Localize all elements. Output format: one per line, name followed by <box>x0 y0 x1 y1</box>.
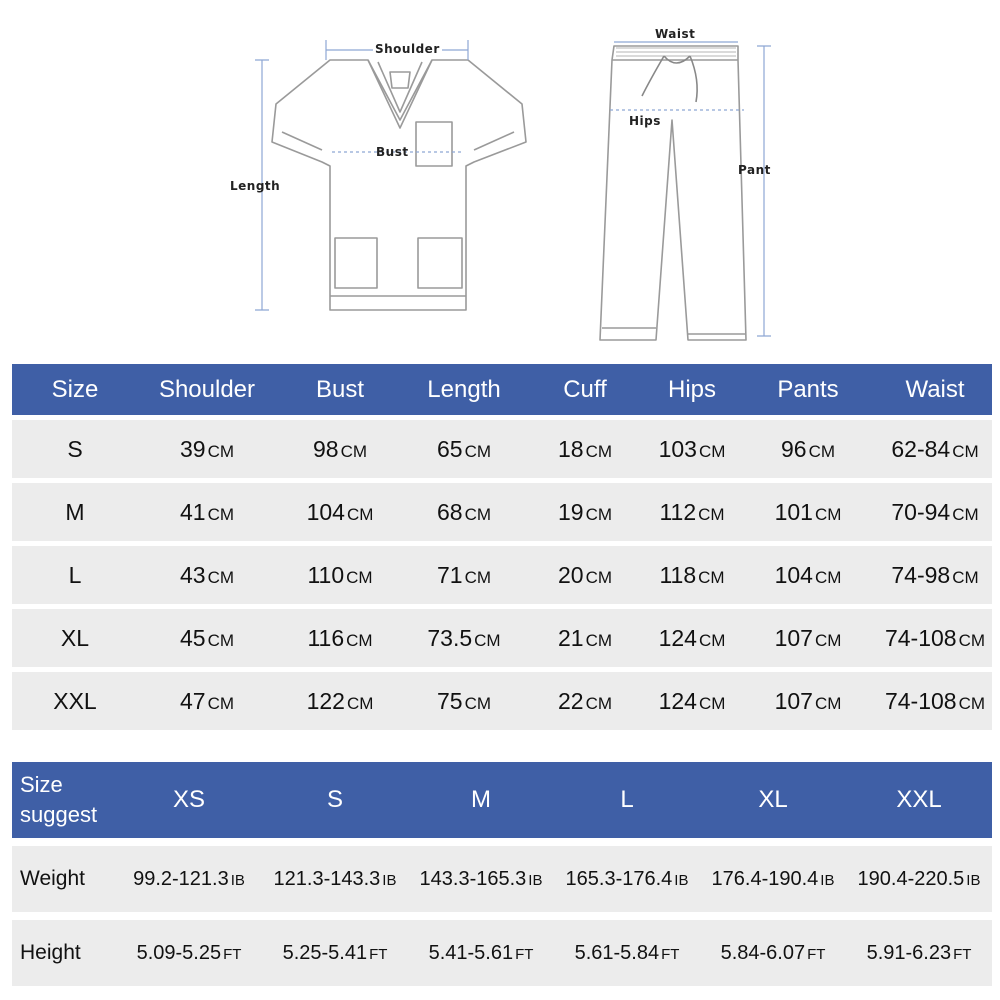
scrub-pants-outline <box>600 46 746 340</box>
unit-label: IB <box>966 871 981 889</box>
unit-label: CM <box>814 504 842 524</box>
measure-cell <box>878 688 992 715</box>
cell-value: 110 <box>307 561 345 588</box>
cell-value: 20 <box>557 561 584 588</box>
measure-cell <box>276 436 404 463</box>
unit-label: CM <box>340 441 368 461</box>
row-label: Weight <box>20 867 85 890</box>
suggest-cell <box>116 942 262 965</box>
unit-label: CM <box>346 693 374 713</box>
unit-label: CM <box>814 630 842 650</box>
suggest-cell <box>554 942 700 965</box>
measure-cell <box>524 436 646 463</box>
header-length: Length <box>427 375 501 403</box>
unit-label: CM <box>207 441 235 461</box>
measure-cell <box>404 436 524 463</box>
cell-value: 165.3-176.4 <box>565 867 673 890</box>
unit-label: CM <box>585 630 613 650</box>
shoulder-label: Shoulder <box>375 42 440 56</box>
measure-cell <box>524 688 646 715</box>
unit-label: CM <box>698 630 726 650</box>
header-bust: Bust <box>315 375 365 403</box>
cell-value: 122 <box>306 687 345 714</box>
measure-cell <box>404 625 524 652</box>
measure-cell <box>524 499 646 526</box>
suggest-cell <box>846 868 992 891</box>
measure-cell <box>738 688 878 715</box>
header-shoulder: Shoulder <box>158 375 256 403</box>
size-cell <box>12 562 138 589</box>
measure-cell <box>878 499 992 526</box>
measure-cell <box>404 688 524 715</box>
cell-value: 124 <box>658 687 697 714</box>
measure-cell <box>524 562 646 589</box>
unit-label: IB <box>674 871 689 889</box>
unit-label: CM <box>207 567 235 587</box>
measure-cell <box>646 562 738 589</box>
unit-label: CM <box>814 693 842 713</box>
unit-label: CM <box>346 504 374 524</box>
measure-cell <box>404 562 524 589</box>
cell-value: 5.25-5.41 <box>282 941 368 964</box>
cell-value: 143.3-165.3 <box>419 867 527 890</box>
cell-value: 74-108 <box>884 687 957 714</box>
size-table-body <box>12 420 992 730</box>
cell-value: 43 <box>179 561 206 588</box>
unit-label: CM <box>698 567 725 587</box>
unit-label: CM <box>464 504 492 524</box>
cell-value: 101 <box>774 498 813 525</box>
unit-label: IB <box>230 871 245 889</box>
unit-label: CM <box>808 441 836 461</box>
measure-cell <box>276 625 404 652</box>
unit-label: CM <box>474 630 501 650</box>
cell-value: 18 <box>557 435 584 462</box>
table-row <box>12 672 992 730</box>
measure-cell <box>646 688 738 715</box>
suggest-cell <box>408 868 554 891</box>
unit-label: CM <box>585 567 613 587</box>
measure-cell <box>646 625 738 652</box>
cell-value: 22 <box>557 687 584 714</box>
unit-label: CM <box>958 693 986 713</box>
unit-label: IB <box>382 871 397 889</box>
bust-label: Bust <box>376 145 409 159</box>
unit-label: CM <box>464 441 492 461</box>
unit-label: CM <box>952 441 979 461</box>
table-row <box>12 920 992 986</box>
cell-value: 65 <box>436 435 463 462</box>
cell-value: 74-98 <box>891 561 951 588</box>
measure-cell <box>878 562 992 589</box>
cell-value: 121.3-143.3 <box>273 867 381 890</box>
cell-value: 70-94 <box>891 498 951 525</box>
cell-value: S <box>67 435 83 462</box>
suggest-table-body <box>12 846 992 986</box>
unit-label: FT <box>953 945 972 963</box>
header-hips: Hips <box>667 375 716 403</box>
cell-value: 21 <box>557 624 584 651</box>
table-row <box>12 483 992 541</box>
length-label: Length <box>230 179 281 193</box>
unit-label: CM <box>952 567 979 587</box>
unit-label: FT <box>223 945 242 963</box>
unit-label: CM <box>207 693 235 713</box>
cell-value: 112 <box>659 498 697 525</box>
left-pocket <box>335 238 377 288</box>
cell-value: 41 <box>179 498 206 525</box>
unit-label: IB <box>820 871 835 889</box>
unit-label: CM <box>698 693 726 713</box>
right-pocket <box>418 238 462 288</box>
measure-cell <box>524 625 646 652</box>
cell-value: 96 <box>780 435 807 462</box>
unit-label: CM <box>952 504 979 524</box>
unit-label: CM <box>585 504 613 524</box>
cell-value: 5.41-5.61 <box>428 941 514 964</box>
chest-pocket <box>416 122 452 166</box>
unit-label: CM <box>207 630 235 650</box>
unit-label: CM <box>585 441 613 461</box>
suggest-cell <box>700 942 846 965</box>
cell-value: 190.4-220.5 <box>857 867 965 890</box>
scrub-top-outline <box>272 60 526 310</box>
cell-value: 71 <box>436 561 463 588</box>
cell-value: 47 <box>179 687 206 714</box>
measure-cell <box>276 688 404 715</box>
table-row <box>12 420 992 478</box>
measure-cell <box>738 625 878 652</box>
cell-value: 103 <box>658 435 697 462</box>
measure-cell <box>738 436 878 463</box>
unit-label: CM <box>814 567 842 587</box>
suggest-cell <box>846 942 992 965</box>
suggest-cell <box>116 868 262 891</box>
cell-value: XL <box>60 624 90 651</box>
measure-cell <box>276 499 404 526</box>
cell-value: 5.91-6.23 <box>866 941 952 964</box>
size-table-header <box>12 364 992 415</box>
cell-value: 68 <box>436 498 463 525</box>
cell-value: 98 <box>312 435 339 462</box>
cell-value: 5.61-5.84 <box>574 941 660 964</box>
size-cell <box>12 625 138 652</box>
cell-value: 62-84 <box>891 435 951 462</box>
header-xs: XS <box>172 786 205 813</box>
cell-value: 176.4-190.4 <box>711 867 819 890</box>
cell-value: 5.09-5.25 <box>136 941 222 964</box>
measure-cell <box>138 688 276 715</box>
suggest-table-header <box>12 762 992 838</box>
cell-value: XXL <box>53 687 97 714</box>
unit-label: CM <box>585 693 613 713</box>
unit-label: CM <box>464 567 492 587</box>
measure-cell <box>138 625 276 652</box>
unit-label: CM <box>958 630 986 650</box>
cell-value: 107 <box>774 687 813 714</box>
cell-value: 73.5 <box>427 624 473 651</box>
unit-label: FT <box>515 945 534 963</box>
header-s: S <box>326 786 343 813</box>
cell-value: L <box>68 561 82 588</box>
unit-label: FT <box>369 945 388 963</box>
cell-value: 45 <box>179 624 206 651</box>
suggest-cell <box>408 942 554 965</box>
measure-cell <box>738 499 878 526</box>
header-l: L <box>620 786 634 813</box>
table-row <box>12 609 992 667</box>
unit-label: CM <box>207 504 235 524</box>
cell-value: 99.2-121.3 <box>133 867 229 890</box>
measure-cell <box>646 436 738 463</box>
hips-label: Hips <box>629 114 661 128</box>
unit-label: CM <box>464 693 492 713</box>
cell-value: 104 <box>774 561 813 588</box>
header-cuff: Cuff <box>563 375 607 403</box>
cell-value: 107 <box>774 624 813 651</box>
measure-cell <box>138 436 276 463</box>
cell-value: 104 <box>306 498 345 525</box>
measure-cell <box>138 499 276 526</box>
header-waist: Waist <box>905 375 965 403</box>
cell-value: 5.84-6.07 <box>720 941 806 964</box>
cell-value: 39 <box>179 435 206 462</box>
header-xl: XL <box>758 786 788 813</box>
waist-label: Waist <box>655 27 696 41</box>
unit-label: CM <box>346 567 373 587</box>
unit-label: CM <box>698 504 725 524</box>
measure-cell <box>404 499 524 526</box>
cell-value: 116 <box>307 624 345 651</box>
header-pants: Pants <box>777 375 839 403</box>
header-size-suggest: Size suggest <box>20 772 98 827</box>
size-cell <box>12 436 138 463</box>
size-table <box>12 364 992 730</box>
cell-value: M <box>65 498 85 525</box>
unit-label: CM <box>346 630 373 650</box>
cell-value: 75 <box>436 687 463 714</box>
measure-cell <box>646 499 738 526</box>
unit-label: IB <box>528 871 543 889</box>
cell-value: 74-108 <box>884 624 957 651</box>
suggest-cell <box>554 868 700 891</box>
header-xxl: XXL <box>896 786 942 813</box>
size-cell <box>12 688 138 715</box>
unit-label: CM <box>698 441 726 461</box>
pant-label: Pant <box>738 163 771 177</box>
measure-cell <box>738 562 878 589</box>
unit-label: FT <box>807 945 826 963</box>
measure-cell <box>878 625 992 652</box>
header-size: Size <box>51 375 99 403</box>
suggest-cell <box>700 868 846 891</box>
measure-cell <box>878 436 992 463</box>
suggest-cell <box>262 868 408 891</box>
measure-cell <box>138 562 276 589</box>
size-suggest-table <box>12 762 992 986</box>
measure-cell <box>276 562 404 589</box>
garment-diagram <box>0 0 1000 345</box>
table-row <box>12 846 992 912</box>
cell-value: 124 <box>658 624 697 651</box>
cell-value: 118 <box>659 561 697 588</box>
garment-outline-drawing <box>0 0 1000 345</box>
cell-value: 19 <box>557 498 584 525</box>
row-label: Height <box>20 941 81 964</box>
header-m: M <box>471 786 491 813</box>
unit-label: FT <box>661 945 680 963</box>
table-row <box>12 546 992 604</box>
suggest-cell <box>262 942 408 965</box>
size-cell <box>12 499 138 526</box>
